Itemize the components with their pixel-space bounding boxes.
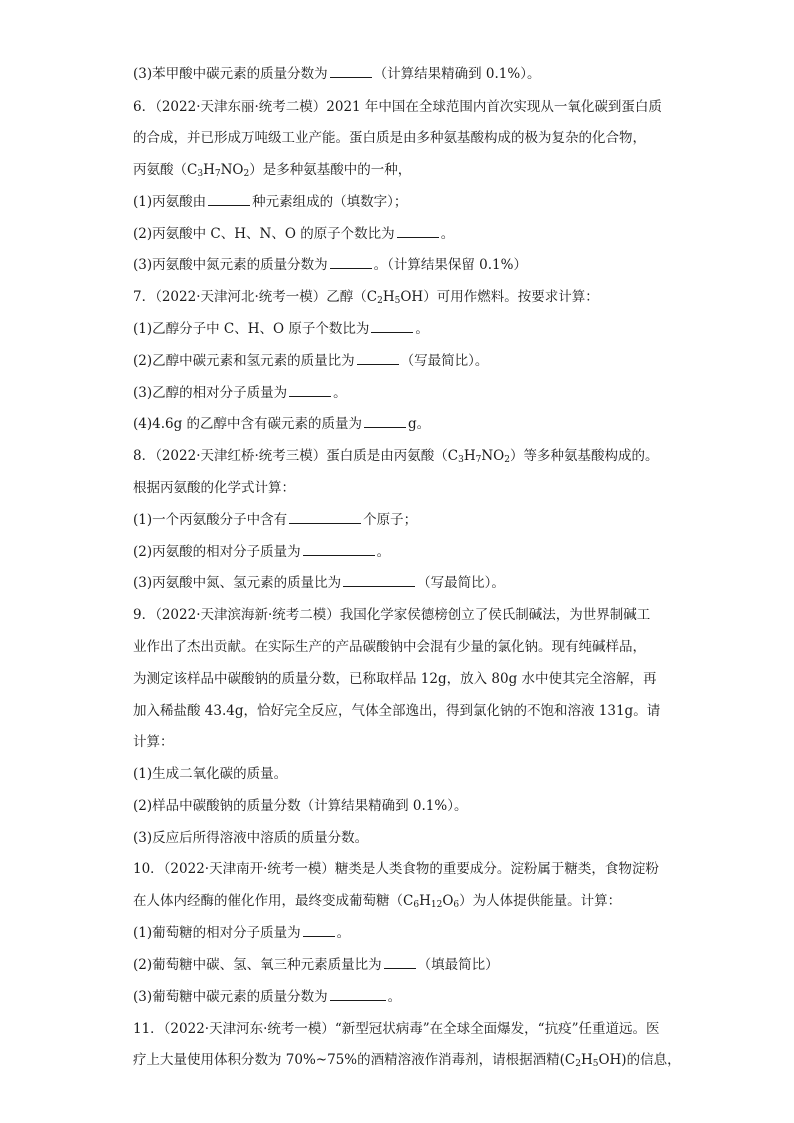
text-line bbox=[133, 413, 673, 435]
line-text: (2)丙氨酸中 C、H、N、O 的原子个数比为 bbox=[133, 226, 395, 242]
line-text: OH）可用作燃料。按要求计算： bbox=[400, 289, 599, 305]
text-line bbox=[133, 223, 673, 245]
line-text: 10．（2022·天津南开·统考一模）糖类是人类食物的重要成分。淀粉属于糖类，食物淀粉 bbox=[133, 861, 659, 877]
subscript: 2 bbox=[243, 169, 250, 179]
question-11-stem bbox=[133, 1018, 673, 1040]
line-text: 。（计算结果保留 0.1%） bbox=[373, 257, 527, 273]
question-8-stem bbox=[133, 445, 673, 467]
line-text: (3)乙醇的相对分子质量为 bbox=[133, 385, 288, 401]
subscript: 2 bbox=[575, 1059, 581, 1069]
answer-blank[interactable] bbox=[303, 922, 335, 937]
subscript: 3 bbox=[197, 169, 204, 179]
line-text: 丙氨酸（C bbox=[133, 162, 198, 178]
subscript: 12 bbox=[430, 900, 443, 910]
text-line bbox=[133, 350, 673, 372]
text-line bbox=[133, 763, 673, 785]
line-text: O bbox=[442, 893, 454, 909]
answer-blank[interactable] bbox=[330, 986, 386, 1001]
question-7-stem bbox=[133, 286, 673, 308]
line-text: (4)4.6g 的乙醇中含有碳元素的质量为 bbox=[133, 416, 363, 432]
line-text: 。 bbox=[333, 385, 347, 401]
line-text: (2)葡萄糖中碳、氢、氧三种元素质量比为 bbox=[133, 957, 382, 973]
line-text: 个原子； bbox=[363, 512, 418, 528]
line-text: 。 bbox=[440, 226, 455, 242]
subscript: 2 bbox=[377, 296, 383, 306]
line-text: 为测定该样品中碳酸钠的质量分数，已称取样品 12g，放入 80g 水中使其完全溶解，再 bbox=[133, 671, 657, 687]
line-text: OH)的信息， bbox=[598, 1052, 681, 1068]
text-line bbox=[133, 668, 673, 690]
line-text: (3)丙氨酸中氮元素的质量分数为 bbox=[133, 257, 328, 273]
line-text: 在人体内经酶的催化作用，最终变成葡萄糖（C bbox=[133, 893, 414, 909]
line-text: H bbox=[463, 448, 476, 464]
text-line bbox=[133, 922, 673, 944]
question-10-stem bbox=[133, 858, 673, 880]
text-line bbox=[133, 795, 673, 817]
text-line bbox=[133, 477, 673, 499]
line-text: （计算结果精确到 0.1%）。 bbox=[373, 66, 541, 82]
answer-blank[interactable] bbox=[289, 382, 331, 397]
question-6-stem bbox=[133, 96, 673, 118]
line-text: （填最简比） bbox=[417, 957, 499, 973]
line-text: 。 bbox=[415, 321, 429, 337]
subscript: 3 bbox=[458, 455, 464, 465]
question-9-stem bbox=[133, 604, 673, 626]
text-line bbox=[133, 954, 673, 976]
answer-blank[interactable] bbox=[330, 63, 372, 78]
line-text: (3)葡萄糖中碳元素的质量分数为 bbox=[133, 989, 328, 1005]
line-text: 根据丙氨酸的化学式计算： bbox=[133, 480, 295, 496]
line-text: (1)葡萄糖的相对分子质量为 bbox=[133, 925, 301, 941]
line-text: g。 bbox=[408, 416, 431, 432]
line-text: 。 bbox=[336, 925, 351, 941]
subscript: 7 bbox=[214, 169, 221, 179]
text-line bbox=[133, 1049, 681, 1071]
line-text: H bbox=[203, 162, 215, 178]
line-text: 的合成，并已形成万吨级工业产能。蛋白质是由多种氨基酸构成的极为复杂的化合物， bbox=[133, 130, 646, 146]
line-text: （写最简比）。 bbox=[400, 353, 489, 369]
text-line bbox=[133, 541, 673, 563]
line-text: (2)丙氨酸的相对分子质量为 bbox=[133, 544, 301, 560]
line-text: （写最简比）。 bbox=[417, 575, 505, 591]
subscript: 5 bbox=[394, 296, 401, 306]
subscript: 5 bbox=[592, 1059, 599, 1069]
line-text: 7．（2022·天津河北·统考一模）乙醇（C bbox=[133, 289, 378, 305]
line-text: H bbox=[419, 893, 431, 909]
answer-blank[interactable] bbox=[208, 191, 250, 206]
text-line bbox=[133, 731, 673, 753]
line-text: 种元素组成的（填数字）； bbox=[252, 194, 408, 210]
answer-blank[interactable] bbox=[343, 572, 415, 587]
text-line bbox=[133, 636, 673, 658]
subscript: 7 bbox=[475, 455, 482, 465]
answer-blank[interactable] bbox=[303, 541, 375, 556]
line-text: 业作出了杰出贡献。在实际生产的产品碳酸钠中会混有少量的氯化钠。现有纯碱样品， bbox=[133, 639, 646, 655]
subscript: 2 bbox=[504, 455, 510, 465]
line-text: 。 bbox=[387, 989, 402, 1005]
line-text: (3)丙氨酸中氮、氢元素的质量比为 bbox=[133, 575, 342, 591]
line-text: (2)样品中碳酸钠的质量分数（计算结果精确到 0.1%）。 bbox=[133, 798, 468, 814]
text-line bbox=[133, 572, 673, 594]
line-text: (2)乙醇中碳元素和氢元素的质量比为 bbox=[133, 353, 355, 369]
text-line bbox=[133, 191, 673, 213]
answer-blank[interactable] bbox=[330, 254, 372, 269]
answer-blank[interactable] bbox=[289, 509, 361, 524]
line-text: (1)生成二氧化碳的质量。 bbox=[133, 766, 288, 782]
text-line bbox=[133, 700, 673, 722]
line-text: 疗上大量使用体积分数为 70%~75%的酒精溶液作消毒剂，请根据酒精(C bbox=[133, 1052, 576, 1068]
line-text: ）等多种氨基酸构成的。 bbox=[509, 448, 659, 464]
line-text: (1)乙醇分子中 C、H、O 原子个数比为 bbox=[133, 321, 370, 337]
line-text: NO bbox=[220, 162, 244, 178]
line-text: H bbox=[382, 289, 395, 305]
text-line bbox=[133, 890, 673, 912]
line-text: 6．（2022·天津东丽·统考二模）2021 年中国在全球范围内首次实现从一氧化碳到蛋白质 bbox=[133, 99, 662, 115]
line-text: ）为人体提供能量。计算： bbox=[459, 893, 622, 909]
line-text: NO bbox=[481, 448, 505, 464]
text-line bbox=[133, 159, 673, 181]
line-text: (1)一个丙氨酸分子中含有 bbox=[133, 512, 288, 528]
text-line bbox=[133, 509, 673, 531]
line-text: 计算： bbox=[133, 734, 174, 750]
line-text: (1)丙氨酸由 bbox=[133, 194, 207, 210]
line-text: 11．（2022·天津河东·统考一模）“新型冠状病毒”在全球全面爆发，“抗疫”任重道远。医 bbox=[133, 1021, 660, 1037]
line-text: H bbox=[580, 1052, 593, 1068]
line-text: (3)反应后所得溶液中溶质的质量分数。 bbox=[133, 830, 369, 846]
text-line bbox=[133, 254, 673, 276]
line-text: 加入稀盐酸 43.4g，恰好完全反应，气体全部逸出，得到氯化钠的不饱和溶液 131g。请 bbox=[133, 703, 661, 719]
line-text: (3)苯甲酸中碳元素的质量分数为 bbox=[133, 66, 328, 82]
text-line bbox=[133, 827, 673, 849]
text-line bbox=[133, 127, 673, 149]
answer-blank[interactable] bbox=[384, 954, 416, 969]
answer-blank[interactable] bbox=[397, 223, 439, 238]
line-text: 。 bbox=[376, 544, 391, 560]
answer-blank[interactable] bbox=[357, 350, 399, 365]
line-text: 9．（2022·天津滨海新·统考二模）我国化学家侯德榜创立了侯氏制碱法，为世界制碱工 bbox=[133, 607, 651, 623]
text-line bbox=[133, 318, 673, 340]
answer-blank[interactable] bbox=[371, 318, 413, 333]
subscript: 6 bbox=[413, 900, 420, 910]
subscript: 6 bbox=[453, 900, 460, 910]
text-line bbox=[133, 63, 673, 85]
text-line bbox=[133, 986, 673, 1008]
line-text: ）是多种氨基酸中的一种， bbox=[249, 162, 412, 178]
line-text: 8．（2022·天津红桥·统考三模）蛋白质是由丙氨酸（C bbox=[133, 448, 459, 464]
answer-blank[interactable] bbox=[364, 413, 406, 428]
text-line bbox=[133, 382, 673, 404]
